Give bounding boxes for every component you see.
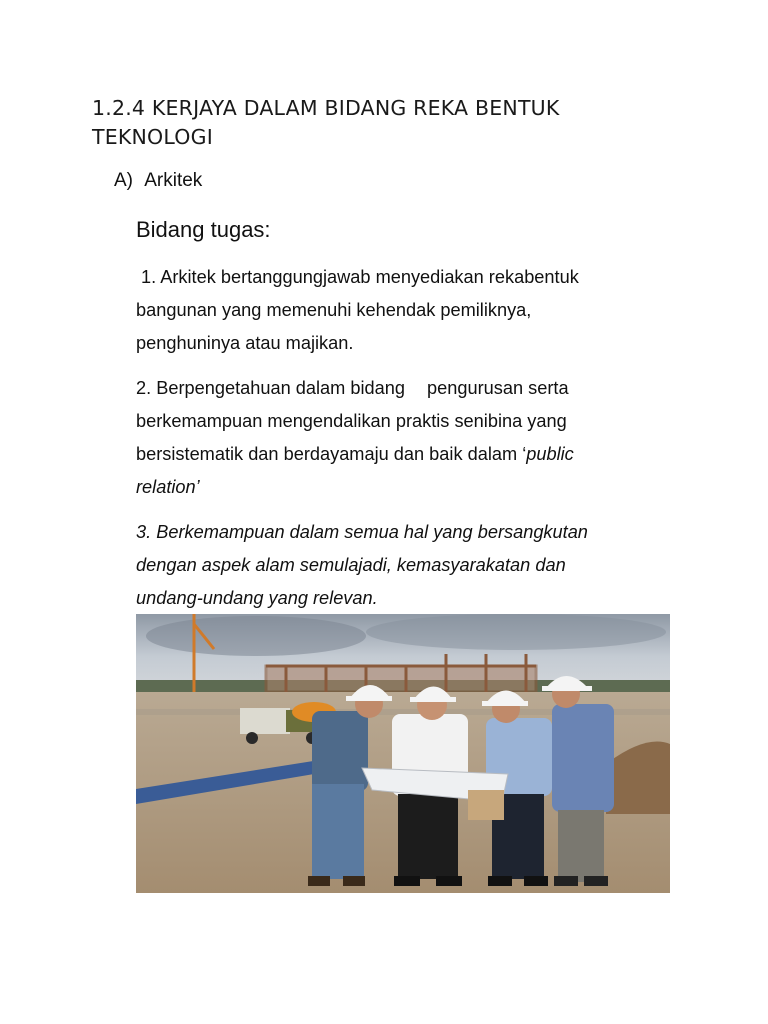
point-2-paragraph <box>136 372 676 504</box>
point-2-line-1a: 2. Berpengetahuan dalam bidang <box>136 378 405 398</box>
point-1-line-3: penghuninya atau majikan. <box>136 333 354 353</box>
point-1-line-2: bangunan yang memenuhi kehendak pemiliknya, <box>136 300 532 320</box>
point-1-paragraph <box>136 261 676 360</box>
point-3-line-1: 3. Berkemampuan dalam semua hal yang bersangkutan <box>136 522 588 542</box>
point-3-line-3: undang-undang yang relevan. <box>136 588 378 608</box>
heading-line-1: 1.2.4 KERJAYA DALAM BIDANG REKA BENTUK <box>92 96 560 120</box>
subsection-heading <box>114 170 202 192</box>
point-1-line-1: 1. Arkitek bertanggungjawab menyediakan rekabentuk <box>141 267 579 287</box>
point-3-paragraph <box>136 516 676 615</box>
point-2-line-1b: pengurusan serta <box>427 378 569 398</box>
point-2-line-2: berkemampuan mengendalikan praktis senibina yang <box>136 411 567 431</box>
point-3-line-2: dengan aspek alam semulajadi, kemasyarakatan dan <box>136 555 566 575</box>
section-title: Bidang tugas: <box>136 217 271 242</box>
point-2-line-4: relation’ <box>136 477 200 497</box>
photo-illustration <box>136 614 670 893</box>
heading-line-2: TEKNOLOGI <box>92 125 213 149</box>
page-heading <box>92 94 692 152</box>
construction-site-photo <box>136 614 670 893</box>
point-2-line-3a: bersistematik dan berdayamaju dan baik dalam ‘ <box>136 444 527 464</box>
point-2-line-3b: public <box>526 444 574 464</box>
subsection-label: Arkitek <box>144 170 203 191</box>
document-box <box>468 790 504 820</box>
subsection-letter: A) <box>114 170 133 191</box>
